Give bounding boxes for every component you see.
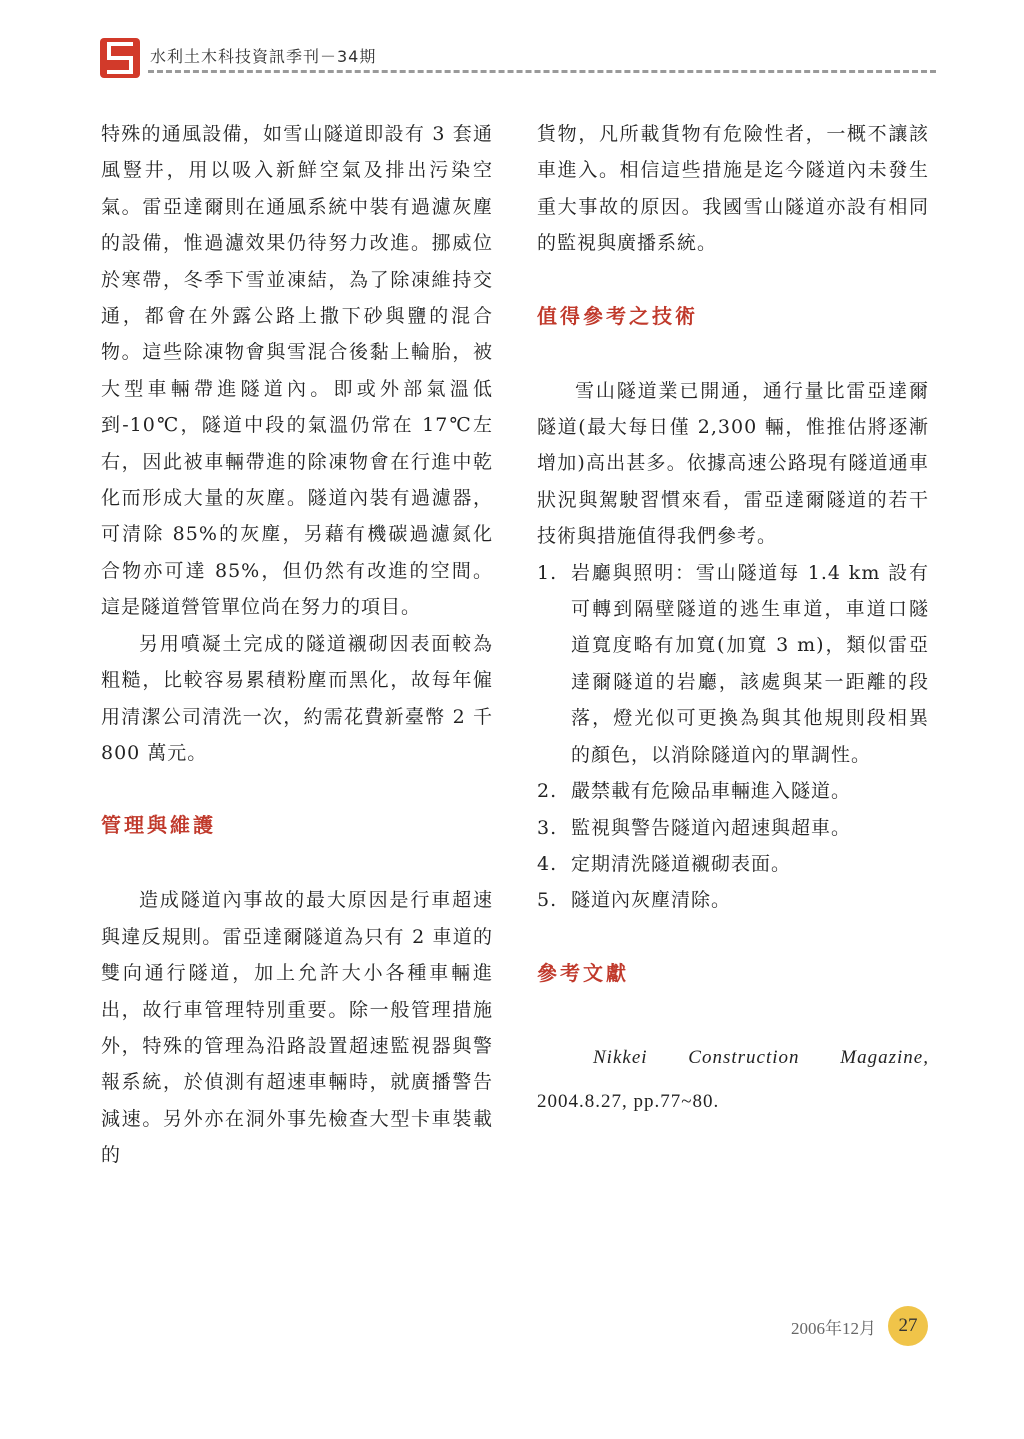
left-column [101, 116, 493, 1174]
section-title-management: 管理與維護 [101, 813, 216, 838]
list-item-text: 岩廳與照明：雪山隧道每 1.4 km 設有可轉到隔壁隧道的逃生車道，車道口隧道寬度略有加寬(加寬 3 m)，類似雷亞達爾隧道的岩廳，該處與某一距離的段落，燈光似可更換為與其他規則段相異的顏色，以消除隧道內的單調性。 [571, 561, 929, 766]
list-item-text: 嚴禁載有危險品車輛進入隧道。 [571, 780, 852, 803]
list-item-number: 5. [537, 889, 558, 912]
reference-journal: Nikkei Construction Magazine, [593, 1046, 929, 1068]
journal-title: 水利土木科技資訊季刊－34期 [150, 47, 377, 66]
list-item [537, 882, 929, 918]
section-title-references: 參考文獻 [537, 960, 629, 985]
list-item-number: 2. [537, 780, 558, 803]
list-item [537, 773, 929, 809]
list-item-text: 監視與警告隧道內超速與超車。 [571, 816, 852, 839]
technique-list [537, 555, 929, 919]
journal-logo-icon [100, 38, 140, 78]
list-item-text: 定期清洗隧道襯砌表面。 [571, 852, 792, 875]
list-item-number: 3. [537, 816, 558, 839]
issue-date: 2006年12月 [791, 1319, 876, 1338]
paragraph-cargo-check: 貨物，凡所載貨物有危險性者，一概不讓該車進入。相信這些措施是迄今隧道內未發生重大事故的原因。我國雪山隧道亦設有相同的監視與廣播系統。 [537, 123, 929, 255]
paragraph-ventilation: 特殊的通風設備，如雪山隧道即設有 3 套通風豎井，用以吸入新鮮空氣及排出污染空氣。雷亞達爾則在通風系統中裝有過濾灰塵的設備，惟過濾效果仍待努力改進。挪威位於寒帶，冬季下雪並凍結，為了除凍維持交通，都會在外露公路上撒下砂與鹽的混合物。這些除凍物會與雪混合後黏上輪胎，被大型車輛帶進隧道內。即或外部氣溫低到-10℃，隧道中段的氣溫仍常在 17℃左右，因此被車輛帶進的除凍物會在行進中乾化而形成大量的灰塵。隧道內裝有過濾器，可清除 85%的灰塵，另藉有機碳過濾氮化合物亦可達 85%，但仍然有改進的空間。這是隧道營管單位尚在努力的項目。 [101, 123, 493, 619]
page-header [100, 38, 936, 84]
list-item [537, 810, 929, 846]
list-item [537, 555, 929, 773]
list-item-number: 4. [537, 852, 558, 875]
paragraph-accident-causes: 造成隧道內事故的最大原因是行車超速與違反規則。雷亞達爾隧道為只有 2 車道的雙向通行隧道，加上允許大小各種車輛進出，故行車管理特別重要。除一般管理措施外，特殊的管理為沿路設置超速監視器與警報系統，於偵測有超速車輛時，就廣播警告減速。另外亦在洞外事先檢查大型卡車裝載的 [101, 889, 493, 1167]
page-number: 27 [888, 1306, 928, 1346]
list-item [537, 846, 929, 882]
paragraph-lining-cleaning: 另用噴凝土完成的隧道襯砌因表面較為粗糙，比較容易累積粉塵而黑化，故每年僱用清潔公司清洗一次，約需花費新臺幣 2 千 800 萬元。 [101, 632, 493, 764]
reference-entry [537, 1036, 929, 1080]
right-column [537, 116, 929, 1124]
section-title-reference-tech: 值得參考之技術 [537, 303, 698, 328]
reference-date-pages: 2004.8.27, pp.77~80. [537, 1090, 720, 1112]
list-item-number: 1. [537, 561, 558, 584]
list-item-text: 隧道內灰塵清除。 [571, 889, 732, 912]
header-divider [148, 70, 936, 73]
paragraph-xueshan-traffic: 雪山隧道業已開通，通行量比雷亞達爾隧道(最大每日僅 2,300 輛，惟推估將逐漸增加)高出甚多。依據高速公路現有隧道通車狀況與駕駛習慣來看，雷亞達爾隧道的若干技術與措施值得我們參考。 [537, 379, 929, 548]
